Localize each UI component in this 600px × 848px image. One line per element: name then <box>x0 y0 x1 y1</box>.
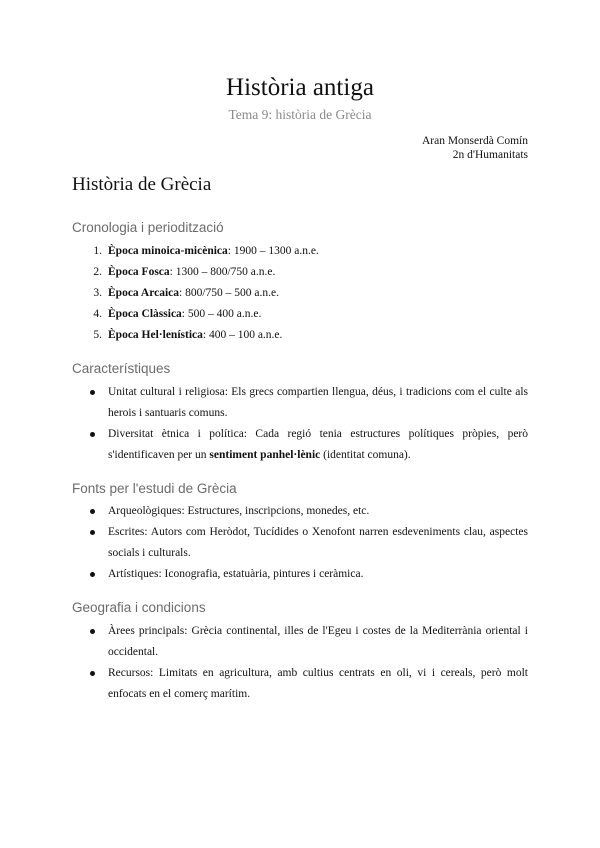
item-text: Diversitat ètnica i política: Cada regió tenia estructures polítiques pròpies, però s'identificaven per un <box>108 428 528 461</box>
author-block <box>422 134 528 162</box>
item-text: Unitat cultural i religiosa: Els grecs compartien llengua, déus, i tradicions com el culte als herois i santuaris comuns. <box>108 386 528 419</box>
item-text: Escrites: Autors com Heròdot, Tucídides o Xenofont narren esdeveniments clau, aspectes socials i culturals. <box>108 526 528 559</box>
item-text-end: (identitat comuna). <box>320 449 411 461</box>
author-course: 2n d'Humanitats <box>452 149 528 161</box>
period-name: Època Arcaica <box>108 287 180 299</box>
period-dates: : 1300 – 800/750 a.n.e. <box>169 266 276 278</box>
period-name: Època minoica-micènica <box>108 245 228 257</box>
list-item <box>84 325 528 346</box>
bullet-icon <box>90 572 95 577</box>
list-number: 2. <box>93 266 102 278</box>
list-item <box>84 621 528 663</box>
item-text: Àrees principals: Grècia continental, illes de l'Egeu i costes de la Mediterrània oriental i occidental. <box>108 625 528 658</box>
period-dates: : 500 – 400 a.n.e. <box>181 308 262 320</box>
bullet-icon <box>90 509 95 514</box>
item-text: Artístiques: Iconografia, estatuària, pintures i ceràmica. <box>108 568 364 580</box>
bullet-icon <box>90 390 95 395</box>
item-text: Arqueològiques: Estructures, inscripcions, monedes, etc. <box>108 505 370 517</box>
section-heading-caracteristiques: Característiques <box>72 361 171 376</box>
author-name: Aran Monserdà Comín <box>421 135 528 147</box>
fonts-list <box>84 501 528 585</box>
section-heading-cronologia: Cronologia i periodització <box>72 220 224 235</box>
document-subtitle: Tema 9: història de Grècia <box>228 107 372 122</box>
geografia-list <box>84 621 528 705</box>
list-item <box>84 663 528 705</box>
list-item <box>84 501 528 522</box>
bullet-icon <box>90 671 95 676</box>
list-item <box>84 262 528 283</box>
period-name: Època Clàssica <box>108 308 182 320</box>
list-item <box>84 241 528 262</box>
section-heading-geografia: Geografia i condicions <box>72 600 206 615</box>
list-item <box>84 424 528 466</box>
period-dates: : 400 – 100 a.n.e. <box>202 329 283 341</box>
list-number: 4. <box>93 308 102 320</box>
period-dates: : 1900 – 1300 a.n.e. <box>227 245 319 257</box>
main-heading: Història de Grècia <box>72 174 212 195</box>
list-item <box>84 304 528 325</box>
list-item <box>84 382 528 424</box>
bullet-icon <box>90 629 95 634</box>
section-heading-fonts: Fonts per l'estudi de Grècia <box>72 481 237 496</box>
list-number: 5. <box>93 329 102 341</box>
item-text: Recursos: Limitats en agricultura, amb cultius centrats en oli, vi i cereals, però molt enfocats en el comerç marítim. <box>108 667 528 700</box>
list-item <box>84 522 528 564</box>
period-name: Època Hel·lenística <box>108 329 203 341</box>
caracteristiques-list <box>84 382 528 466</box>
item-bold-text: sentiment panhel·lènic <box>209 449 321 461</box>
period-dates: : 800/750 – 500 a.n.e. <box>179 287 280 299</box>
bullet-icon <box>90 530 95 535</box>
list-number: 3. <box>93 287 102 299</box>
list-number: 1. <box>93 245 102 257</box>
list-item <box>84 564 528 585</box>
cronologia-list <box>84 241 528 346</box>
list-item <box>84 283 528 304</box>
document-title: Història antiga <box>226 74 374 101</box>
bullet-icon <box>90 432 95 437</box>
period-name: Època Fosca <box>108 266 170 278</box>
